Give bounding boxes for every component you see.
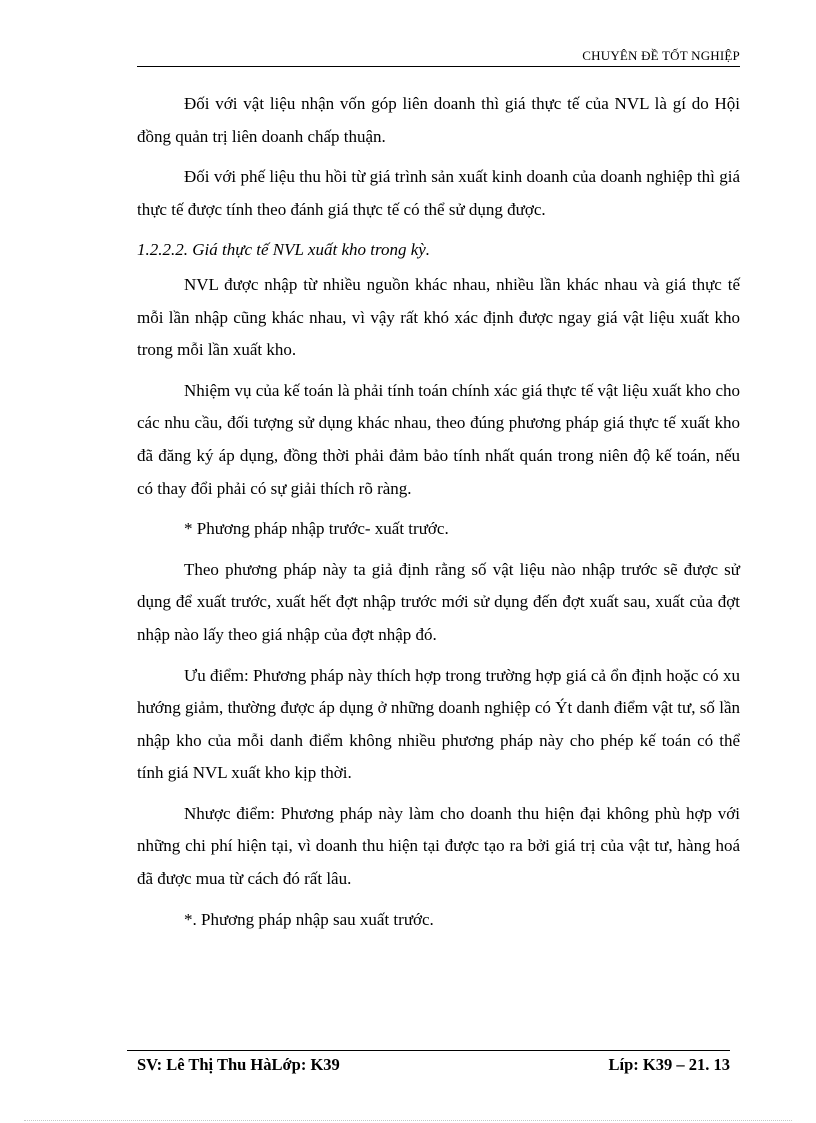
- paragraph: Đối với phế liệu thu hồi từ giá trình sản xuất kinh doanh của doanh nghiệp thì giá thực tế được tính theo đánh giá thực tế có thể sử dụng được.: [137, 167, 740, 219]
- footer-student: SV: Lê Thị Thu HàLớp: K39: [137, 1055, 340, 1074]
- section-heading: 1.2.2.2. Giá thực tế NVL xuất kho trong kỳ.: [137, 240, 431, 260]
- method-heading: * Phương pháp nhập trước- xuất trước.: [184, 519, 449, 539]
- footer-class: Líp: K39 – 21. 13: [608, 1055, 730, 1074]
- method-heading: *. Phương pháp nhập sau xuất trước.: [184, 909, 434, 929]
- paragraph: Theo phương pháp này ta giả định rằng số vật liệu nào nhập trước sẽ được sử dụng để xuất trước, xuất hết đợt nhập trước mới sử dụng đến đợt xuất sau, xuất của đợt nhập nào lấy theo giá nhập của đợt nhập đó.: [137, 559, 740, 644]
- paragraph: Đối với vật liệu nhận vốn góp liên doanh thì giá thực tế của NVL là gí do Hội đồng quản trị liên doanh chấp thuận.: [137, 94, 740, 146]
- footer-divider: [127, 1050, 730, 1051]
- document-body: [137, 88, 740, 944]
- paragraph: Nhược điểm: Phương pháp này làm cho doanh thu hiện đại không phù hợp với những chi phí hiện tại, vì doanh thu hiện tại được tạo ra bởi giá trị của vật tư, hàng hoá đã được mua từ cách đó rất lâu.: [137, 803, 740, 889]
- page-boundary: [24, 1120, 792, 1121]
- paragraph: Ưu điểm: Phương pháp này thích hợp trong trường hợp giá cả ổn định hoặc có xu hướng giảm, thường được áp dụng ở những doanh nghiệp có Ýt danh điểm vật tư, số lần nhập kho của mỗi danh điểm không nhiều phương pháp này cho phép kế toán có thể tính giá NVL xuất kho kịp thời.: [137, 665, 740, 783]
- paragraph: Nhiệm vụ của kế toán là phải tính toán chính xác giá thực tế vật liệu xuất kho cho các nhu cầu, đối tượng sử dụng khác nhau, theo đúng phương pháp giá thực tế xuất kho đã đăng ký áp dụng, đồng thời phải đảm bảo tính nhất quán trong niên độ kế toán, nếu có thay đổi phải có sự giải thích rõ ràng.: [137, 380, 740, 498]
- page-footer: [137, 1055, 730, 1075]
- paragraph: NVL được nhập từ nhiều nguồn khác nhau, nhiều lần khác nhau và giá thực tế mỗi lần nhập cũng khác nhau, vì vậy rất khó xác định được ngay giá vật liệu xuất kho trong mỗi lần xuất kho.: [137, 274, 740, 360]
- page-header-title: CHUYÊN ĐỀ TỐT NGHIỆP: [582, 48, 740, 63]
- header-divider: [137, 66, 740, 67]
